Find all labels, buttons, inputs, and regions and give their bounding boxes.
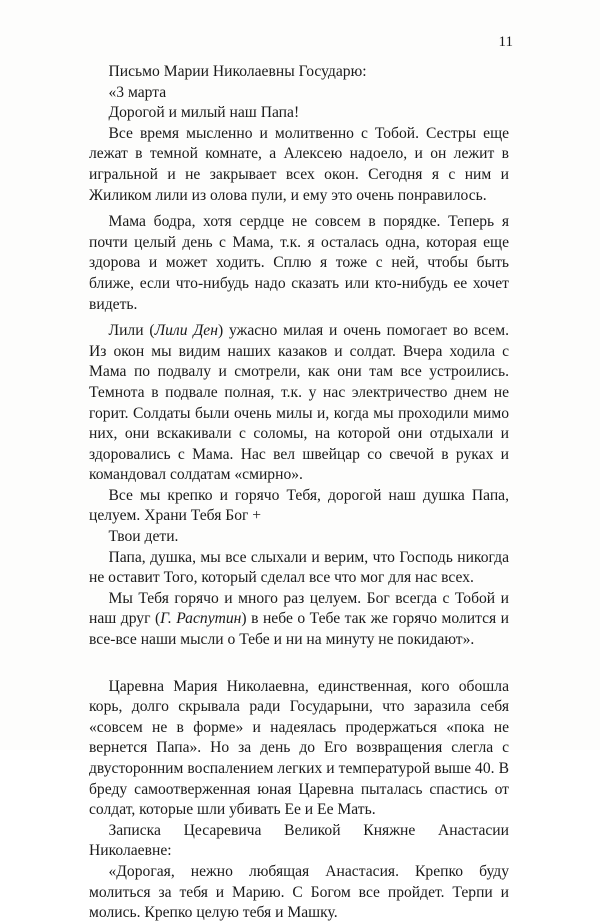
paragraph-text: Мы Тебя горячо и много раз целуем. Бог всегда с Тобой и наш друг ( xyxy=(89,589,509,628)
paragraph-text: Лили ( xyxy=(108,322,155,340)
letter-date: «3 марта xyxy=(108,83,167,101)
paragraph: Мама бодра, хотя сердце не совсем в порядке. Теперь я почти целый день с Мама, т.к. я осталась одна, которая еще здорова и может ходить. Сплю я тоже с ней, чтобы быть ближе, если что-нибудь надо сказать или кто-нибудь ее хочет видеть. xyxy=(89,213,509,313)
letter-signature: Твои дети. xyxy=(108,528,179,546)
letter-heading: Письмо Марии Николаевны Государю: xyxy=(108,63,367,80)
page-number: 11 xyxy=(498,34,513,50)
paragraph: «Дорогая, нежно любящая Анастасия. Крепко буду молиться за тебя и Марию. С Богом все пройдет. Терпи и молись. Крепко целую тебя и Машку. xyxy=(89,862,509,922)
paragraph: Все время мысленно и молитвенно с Тобой. Сестры еще лежат в темной комнате, а Алексею надоело, и он лежит в игральной и не закрывает всех окон. Сегодня я с ним и Жиликом лили из олова пули, и ему это очень понравилось. xyxy=(89,124,509,204)
paragraph: Все мы крепко и горячо Тебя, дорогой наш душка Папа, целуем. Храни Тебя Бог + xyxy=(89,486,509,525)
paragraph: Папа, душка, мы все слыхали и верим, что Господь никогда не оставит Того, который сделал все что мог для нас всех. xyxy=(89,548,509,587)
italic-name: Лили Ден xyxy=(154,322,218,340)
page-text xyxy=(89,62,509,924)
paragraph-text: ) в небе о Тебе так же горячо молится и все-все наши мысли о Тебе и ни на минуту не покидают». xyxy=(89,610,510,649)
paragraph: Царевна Мария Николаевна, единственная, кого обошла корь, долго скрывала ради Государыни, что заразила себя «совсем не в форме» и надеялась продержаться «пока не вернется Папа». Но за день до Его возвращения слегла с двусторонним воспалением легких и температурой выше 40. В бреду самоотверженная юная Царевна пыталась спастись от солдат, которые шли убивать Ее и Ее Мать. xyxy=(89,677,509,819)
paragraph xyxy=(89,589,509,651)
paragraph-text: ) ужасно милая и очень помогает во всем. Из окон мы видим наших казаков и солдат. Вчера ходила с Мама по подвалу и смотрели, как они там все устроились. Темнота в подвале полная, т.к. у нас электричество днем не горит. Солдаты были очень милы и, когда мы проходили мимо них, они вскакивали с соломы, на которой они отдыхали и здоровались с Мама. Нас вел швейцар со свечой в руках и командовал солдатам «смирно». xyxy=(89,322,509,484)
paragraph xyxy=(89,321,509,486)
italic-name: Г. Распутин xyxy=(160,610,242,628)
letter-salutation: Дорогой и милый наш Папа! xyxy=(108,104,300,122)
paragraph: Записка Цесаревича Великой Княжне Анастасии Николаевне: xyxy=(89,821,509,860)
